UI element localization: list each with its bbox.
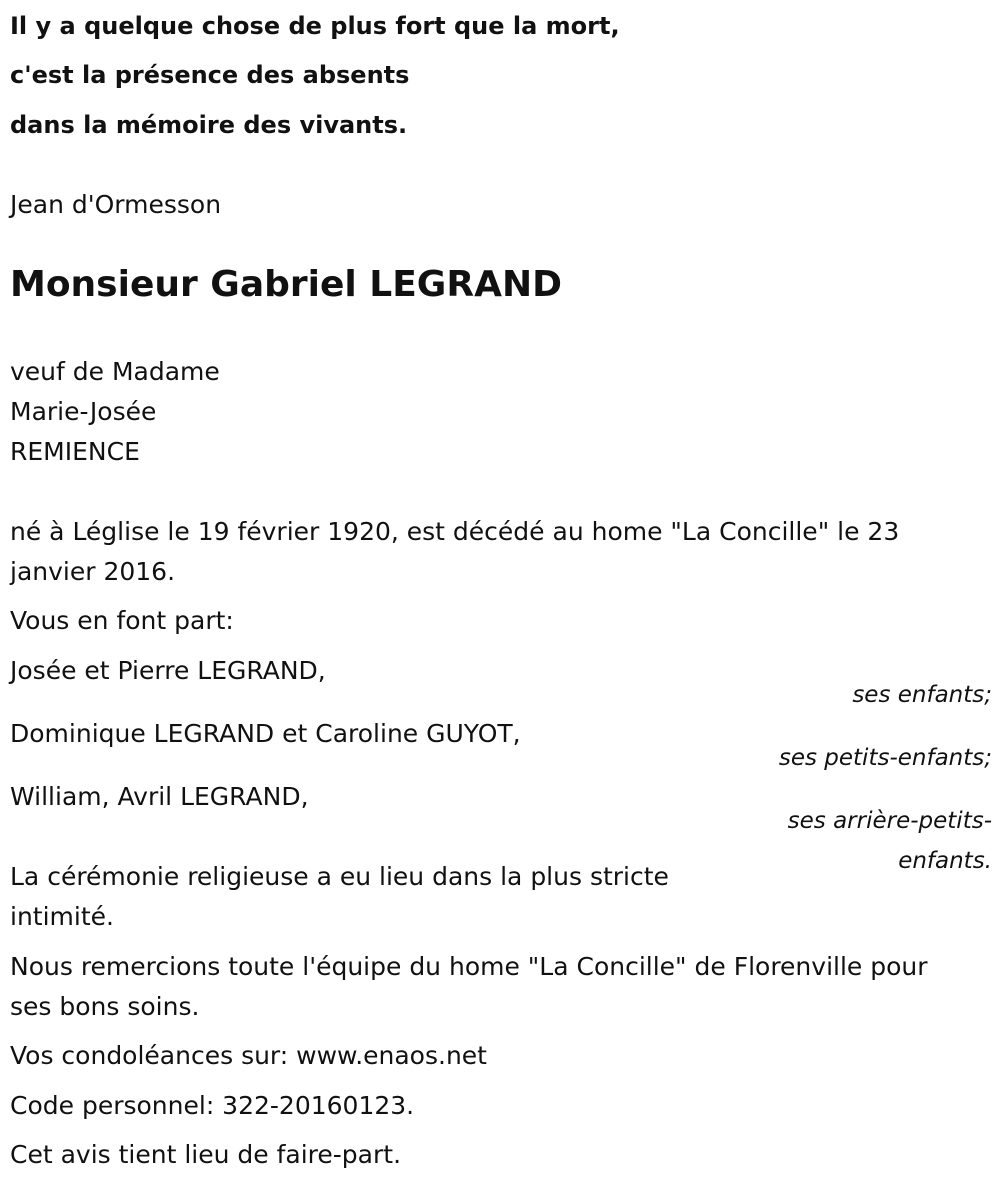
condolences-link-text: Vos condoléances sur: www.enaos.net [10, 1041, 487, 1070]
quote-line-2: c'est la présence des absents [10, 61, 410, 89]
announcement: Vous en font part: [10, 606, 234, 635]
family-great-grandchildren-relation-2: enfants. [898, 848, 992, 874]
spouse-line-3: REMIENCE [10, 437, 140, 466]
death-notice-line-1: né à Léglise le 19 février 1920, est décédé au home "La Concille" le 23 [10, 517, 900, 546]
personal-code: Code personnel: 322-20160123. [10, 1091, 415, 1120]
ceremony-line-2: intimité. [10, 902, 114, 931]
family-children-names: Josée et Pierre LEGRAND, [10, 656, 326, 685]
thanks-line-2: ses bons soins. [10, 992, 200, 1021]
deceased-name: Monsieur Gabriel LEGRAND [10, 264, 562, 305]
thanks-line-1: Nous remercions toute l'équipe du home "La Concille" de Florenville pour [10, 952, 928, 981]
ceremony-line-1: La cérémonie religieuse a eu lieu dans la plus stricte [10, 862, 669, 891]
family-children-relation: ses enfants; [852, 682, 992, 708]
family-great-grandchildren-names: William, Avril LEGRAND, [10, 782, 309, 811]
obituary-notice [10, 0, 992, 1191]
family-grandchildren-relation: ses petits-enfants; [778, 745, 992, 771]
closing-note: Cet avis tient lieu de faire-part. [10, 1140, 402, 1169]
quote-line-1: Il y a quelque chose de plus fort que la mort, [10, 12, 620, 40]
family-great-grandchildren-relation-1: ses arrière-petits- [787, 808, 992, 834]
quote-author: Jean d'Ormesson [10, 190, 222, 219]
spouse-line-1: veuf de Madame [10, 357, 220, 386]
spouse-line-2: Marie-Josée [10, 397, 157, 426]
death-notice-line-2: janvier 2016. [10, 557, 176, 586]
family-grandchildren-names: Dominique LEGRAND et Caroline GUYOT, [10, 719, 521, 748]
quote-line-3: dans la mémoire des vivants. [10, 111, 408, 139]
